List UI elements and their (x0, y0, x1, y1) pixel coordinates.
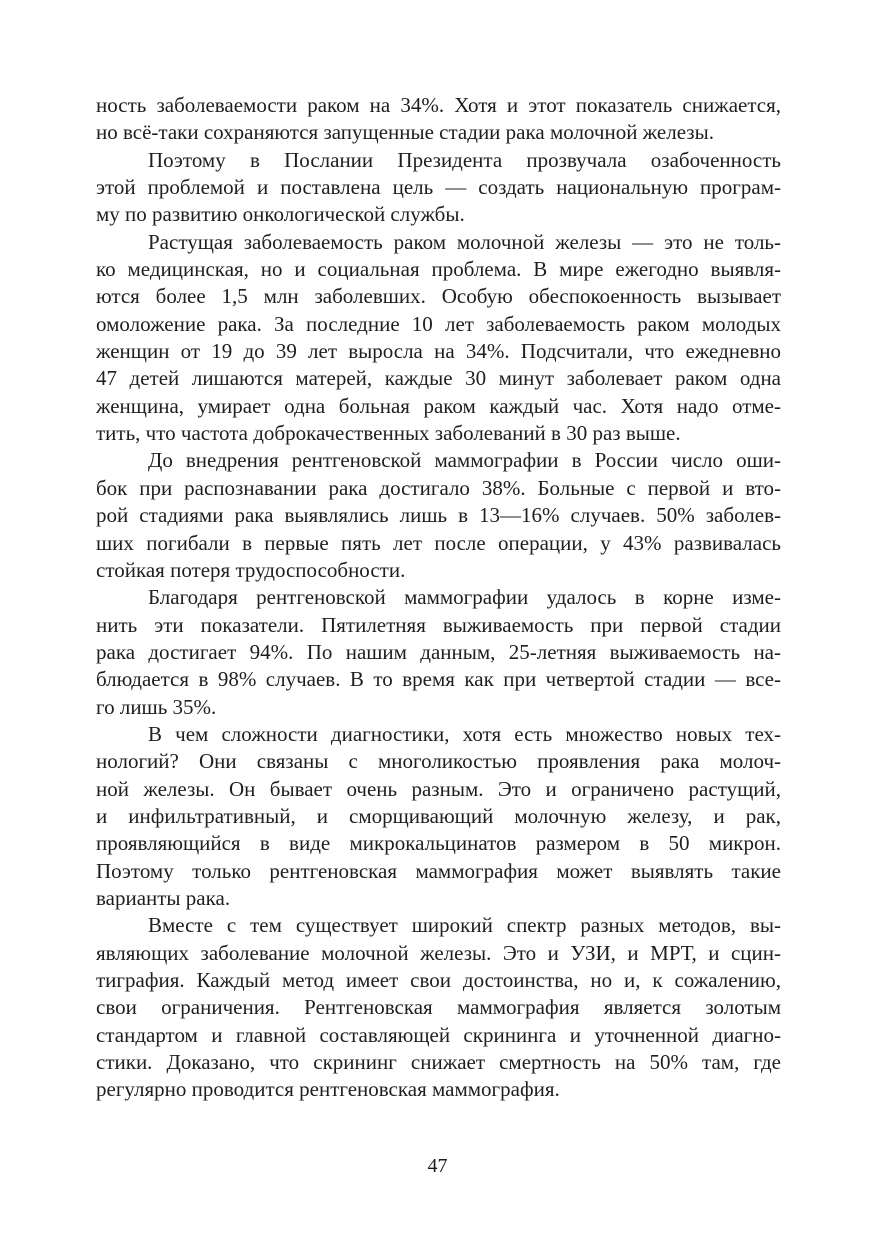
text-line: Растущая заболеваемость раком молочной железы — это не толь- (148, 229, 781, 254)
text-line: женщина, умирает одна больная раком каждый час. Хотя надо отме- (96, 393, 781, 418)
text-line: ность заболеваемости раком на 34%. Хотя и этот показатель снижается, (96, 93, 781, 117)
paragraph (96, 147, 781, 229)
text-line: стойкая потеря трудоспособности. (96, 557, 406, 582)
text-line: омоложение рака. За последние 10 лет заболеваемость раком молодых (96, 311, 781, 336)
text-line: Вместе с тем существует широкий спектр разных методов, вы- (148, 913, 781, 938)
text-line: Поэтому только рентгеновская маммография может выявлять такие (96, 858, 781, 883)
text-line: ших погибали в первые пять лет после операции, у 43% развивалась (96, 530, 781, 555)
text-line: рака достигает 94%. По нашим данным, 25-летняя выживаемость на- (96, 639, 781, 664)
text-line: являющих заболевание молочной железы. Это и УЗИ, и МРТ, и сцин- (96, 940, 781, 965)
text-line: ко медицинская, но и социальная проблема. В мире ежегодно выявля- (96, 257, 781, 282)
text-line: свои ограничения. Рентгеновская маммография является золотым (96, 995, 781, 1020)
text-line: этой проблемой и поставлена цель — создать национальную програм- (96, 175, 781, 200)
text-line: проявляющийся в виде микрокальцинатов размером в 50 микрон. (96, 831, 781, 856)
paragraph (96, 721, 781, 912)
body-text (96, 92, 781, 1104)
text-line: но всё-таки сохраняются запущенные стадии рака молочной железы. (96, 120, 714, 145)
text-line: нить эти показатели. Пятилетняя выживаемость при первой стадии (96, 612, 781, 637)
text-line: му по развитию онкологической службы. (96, 202, 465, 227)
text-line: В чем сложности диагностики, хотя есть множество новых тех- (148, 721, 781, 746)
paragraph (96, 92, 781, 147)
paragraph (96, 912, 781, 1103)
text-line: варианты рака. (96, 885, 231, 910)
text-line: стики. Доказано, что скрининг снижает смертность на 50% там, где (96, 1050, 781, 1075)
text-line: бок при распознавании рака достигало 38%. Больные с первой и вто- (96, 475, 781, 500)
text-line: Поэтому в Послании Президента прозвучала озабоченность (148, 147, 781, 172)
text-line: го лишь 35%. (96, 694, 217, 719)
paragraph (96, 584, 781, 721)
text-line: и инфильтративный, и сморщивающий молочную железу, и рак, (96, 803, 781, 828)
text-line: ются более 1,5 млн заболевших. Особую обеспокоенность вызывает (96, 284, 781, 309)
paragraph (96, 447, 781, 584)
text-line: блюдается в 98% случаев. В то время как при четвертой стадии — все- (96, 667, 781, 692)
text-line: До внедрения рентгеновской маммографии в России число оши- (148, 448, 781, 473)
text-line: регулярно проводится рентгеновская маммография. (96, 1077, 560, 1102)
text-line: тиграфия. Каждый метод имеет свои достоинства, но и, к сожалению, (96, 968, 781, 992)
text-line: стандартом и главной составляющей скрининга и уточненной диагно- (96, 1022, 781, 1047)
text-line: 47 детей лишаются матерей, каждые 30 минут заболевает раком одна (96, 366, 781, 391)
text-line: ной железы. Он бывает очень разным. Это и ограничено растущий, (96, 776, 781, 801)
paragraph (96, 229, 781, 448)
text-line: Благодаря рентгеновской маммографии удалось в корне изме- (148, 585, 781, 610)
text-line: нологий? Они связаны с многоликостью проявления рака молоч- (96, 749, 781, 774)
text-line: женщин от 19 до 39 лет выросла на 34%. Подсчитали, что ежедневно (96, 339, 781, 364)
text-line: тить, что частота доброкачественных заболеваний в 30 раз выше. (96, 421, 681, 446)
page-number: 47 (427, 1155, 448, 1177)
text-line: рой стадиями рака выявлялись лишь в 13—16% случаев. 50% заболев- (96, 503, 781, 528)
